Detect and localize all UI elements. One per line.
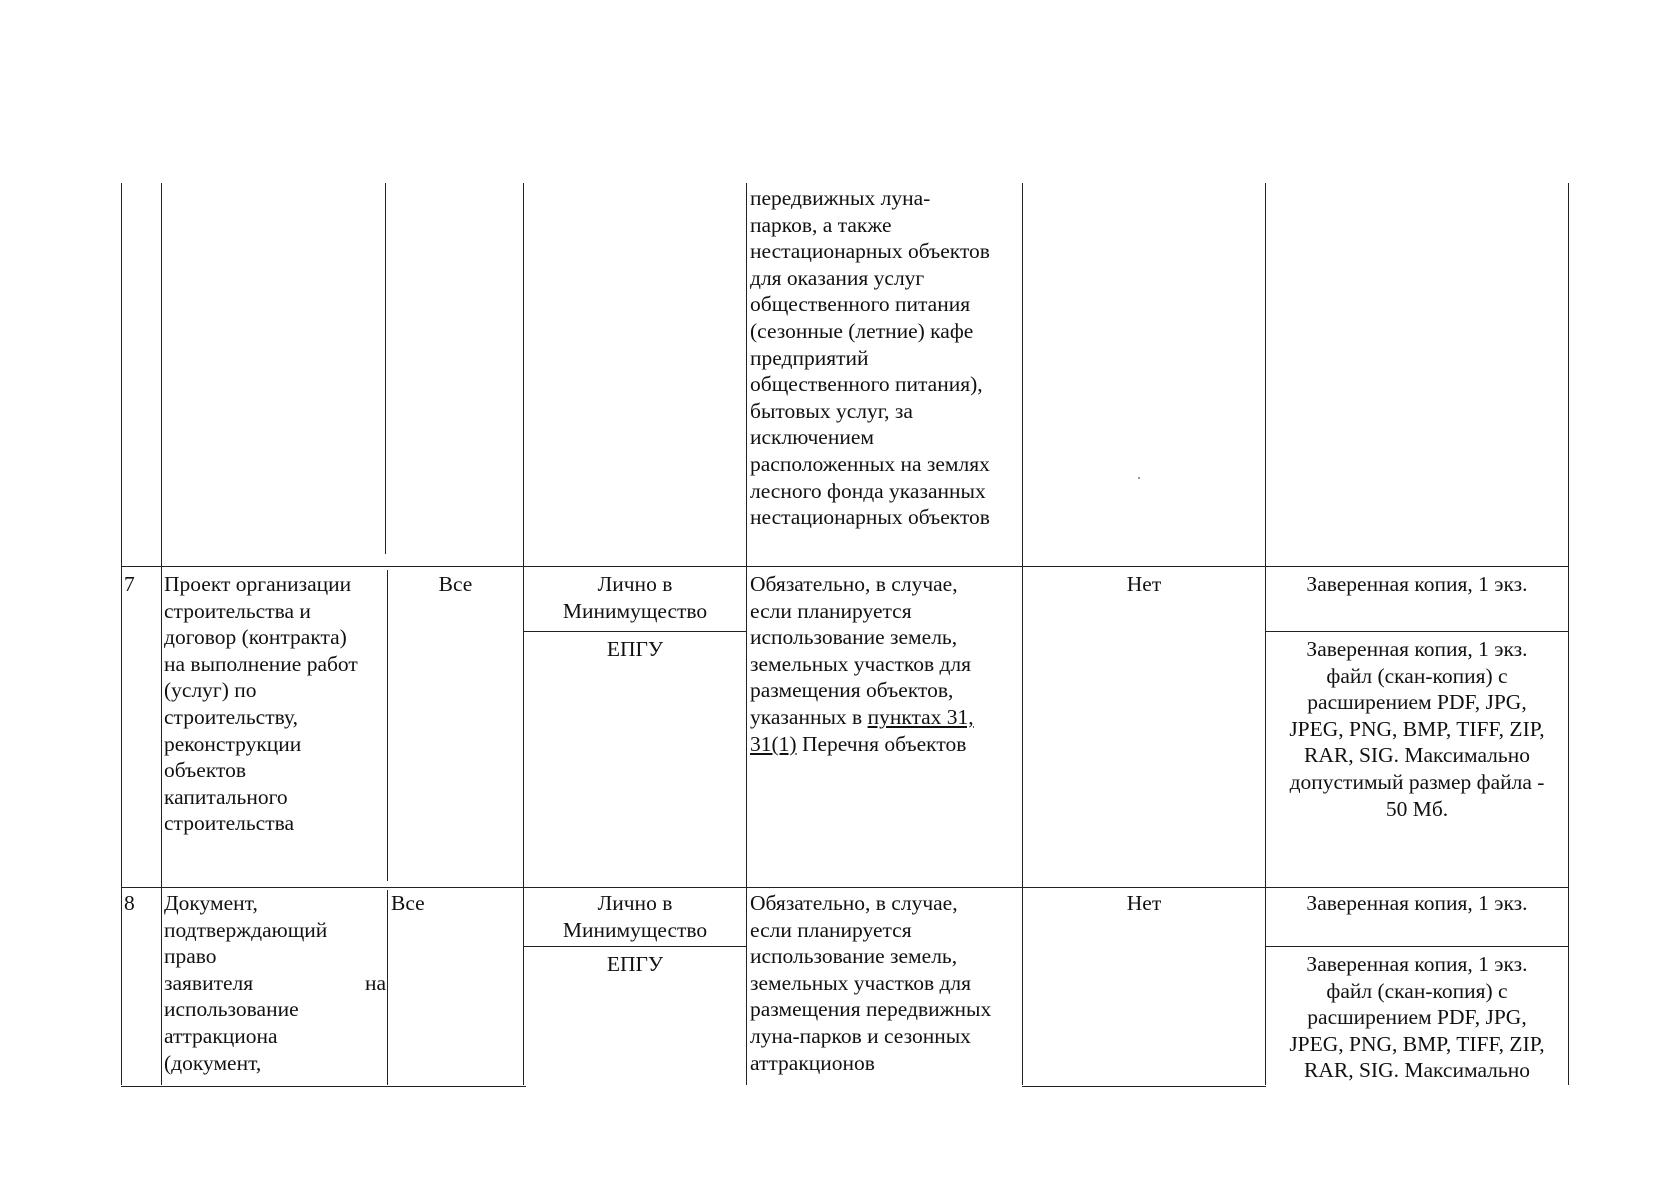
- table-border-bottom: [121, 1086, 526, 1087]
- row-border: [121, 887, 1569, 888]
- col-border-condition: [1022, 183, 1023, 1085]
- row-7-document: Проект организации строительства и договор (контракта) на выполнение работ (услуг) по строительству, реконструкции объектов капитального строительства: [164, 572, 358, 836]
- scan-dot: [1138, 477, 1140, 479]
- row-8-method-in-person: Лично в Минимущество: [562, 891, 708, 942]
- row-8-document-word: заявителя: [164, 970, 254, 995]
- form-subrow-border: [1265, 946, 1569, 947]
- col-border-document: [385, 183, 386, 554]
- row-8-required: Нет: [1126, 891, 1162, 915]
- col-border-applicants: [523, 183, 524, 1085]
- col-border-method: [746, 183, 747, 1085]
- row-8-method-epgu: ЕПГУ: [606, 952, 664, 976]
- row-7-method-epgu: ЕПГУ: [606, 637, 664, 661]
- row-7-list-item-link[interactable]: 31(1): [750, 731, 797, 756]
- row-7-number: 7: [124, 572, 135, 596]
- form-subrow-border: [1265, 631, 1569, 632]
- row-8-document-line: использование: [164, 997, 299, 1022]
- row-7-list-items-link[interactable]: пунктах 31,: [867, 704, 974, 729]
- continued-description-cell: передвижных луна- парков, а также нестационарных объектов для оказания услуг общественного питания (сезонные (летние) кафе предприятий общественного питания), бытовых услуг, за исключением расположенных на землях лесного фонда указанных нестационарных объектов: [750, 186, 990, 530]
- row-8-document: [164, 890, 386, 1076]
- row-8-document-line-justified: [164, 970, 386, 997]
- row-8-document-line: аттракциона: [164, 1023, 278, 1048]
- row-7-form-in-person: Заверенная копия, 1 экз.: [1306, 572, 1528, 596]
- row-8-form-in-person: Заверенная копия, 1 экз.: [1306, 891, 1528, 915]
- table-border-left: [121, 183, 122, 1085]
- col-border-required: [1265, 183, 1266, 1085]
- row-8-condition: Обязательно, в случае, если планируется использование земель, земельных участков для размещения передвижных луна-парков и сезонных аттракционов: [750, 891, 992, 1075]
- col-border-document: [387, 570, 388, 881]
- row-8-applicants: Все: [391, 891, 425, 915]
- row-7-method-in-person: Лично в Минимущество: [562, 572, 708, 623]
- row-border: [121, 566, 1569, 567]
- row-8-document-line: подтверждающий: [164, 917, 328, 942]
- row-8-form-epgu: Заверенная копия, 1 экз. файл (скан-копия) с расширением PDF, JPG, JPEG, PNG, BMP, TIFF, ZIP, RAR, SIG. Максимально: [1289, 952, 1545, 1083]
- row-7-condition: [750, 571, 1022, 757]
- row-7-required: Нет: [1126, 572, 1162, 596]
- row-8-document-line: (документ,: [164, 1050, 262, 1075]
- row-7-condition-tail: Перечня объектов: [796, 731, 967, 756]
- row-7-condition-text: Обязательно, в случае, если планируется использование земель, земельных участков для размещения объектов, указанных в: [750, 572, 972, 729]
- row-8-number: 8: [124, 891, 135, 915]
- table-border-bottom: [1022, 1086, 1266, 1087]
- method-subrow-border: [523, 946, 747, 947]
- row-7-form-epgu: Заверенная копия, 1 экз. файл (скан-копия) с расширением PDF, JPG, JPEG, PNG, BMP, TIFF, ZIP, RAR, SIG. Максимально допустимый размер файла - 50 Мб.: [1289, 637, 1545, 821]
- col-border-number: [161, 183, 162, 1085]
- row-7-applicants: Все: [438, 572, 473, 596]
- row-8-document-line: Документ,: [164, 891, 258, 915]
- row-8-document-word: на: [364, 970, 386, 995]
- col-border-document: [387, 890, 388, 1085]
- method-subrow-border: [523, 631, 747, 632]
- row-8-document-line: право: [164, 944, 217, 969]
- table-border-right: [1568, 183, 1569, 1085]
